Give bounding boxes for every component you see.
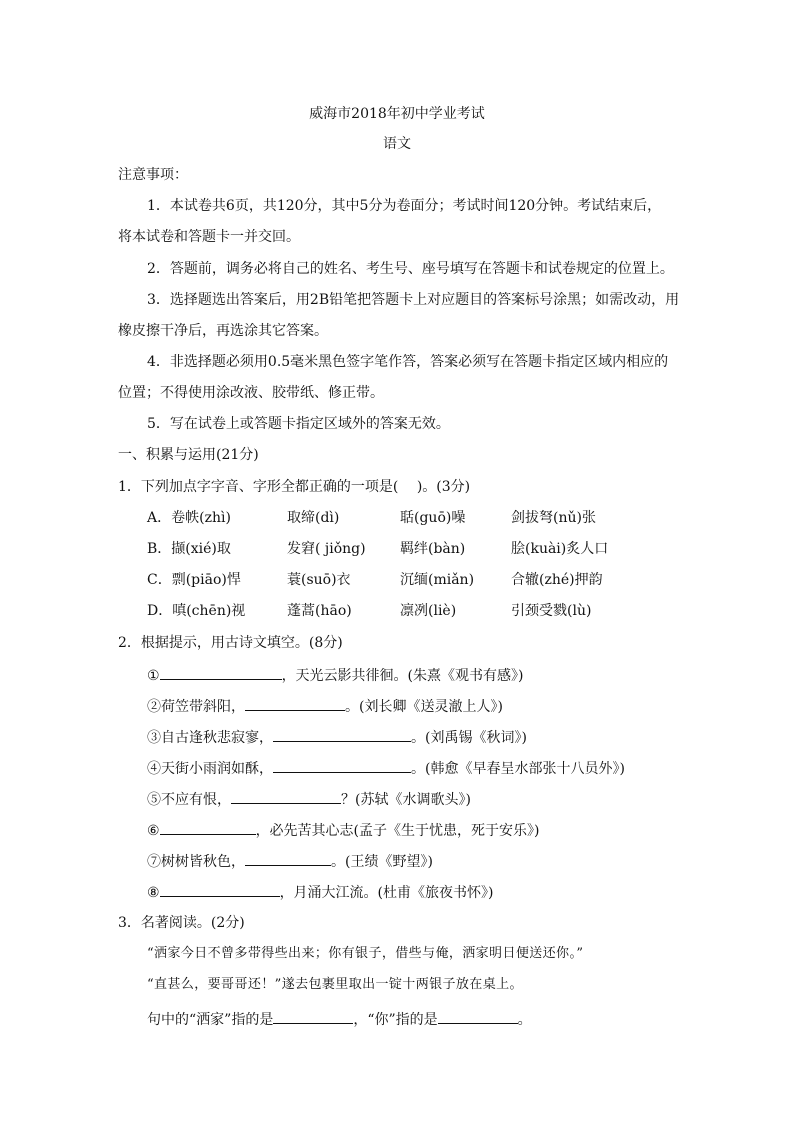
notes-heading: 注意事项： [118,167,188,183]
fill-item-5: ⑤不应有恨， ？(苏轼《水调歌头》) [147,789,471,809]
answer-blank[interactable] [160,665,282,680]
option-c-3: 沉缅(miǎn) [400,572,475,588]
option-a-1: A．卷帙(zhì) [147,510,231,526]
option-c-2: 蓑(suō)衣 [287,572,351,588]
note-5: 5．写在试卷上或答题卡指定区域外的答案无效。 [147,416,450,432]
question-3-prompt: 句中的“洒家”指的是 ，“你”指的是 。 [147,1009,532,1029]
option-a-2: 取缔(dì) [287,510,340,526]
fill-item-2: ②荷笠带斜阳， 。(刘长卿《送灵澈上人》) [147,696,503,716]
answer-blank[interactable] [160,820,256,835]
option-c-4: 合辙(zhé)押韵 [511,572,603,588]
answer-blank[interactable] [160,882,280,897]
fill-item-7: ⑦树树皆秋色， 。(王绩《野望》) [147,851,433,871]
option-d-1: D．嗔(chēn)视 [147,603,246,619]
fill-item-8: ⑧ ，月涌大江流。(杜甫《旅夜书怀》) [147,882,494,902]
note-3: 3．选择题选出答案后，用2B铅笔把答题卡上对应题目的答案标号涂黑；如需改动，用 [147,292,680,308]
note-4: 4．非选择题必须用0.5毫米黑色签字笔作答，答案必须写在答题卡指定区域内相应的 [147,354,669,370]
section-heading: 一、积累与运用(21分) [118,447,259,463]
fill-item-1: ① ，天光云影共徘徊。(朱熹《观书有感》) [147,665,524,685]
option-d-3: 凛冽(liè) [400,603,457,619]
note-2: 2．答题前，调务必将自己的姓名、考生号、座号填写在答题卡和试卷规定的位置上。 [147,261,674,277]
fill-item-3: ③自古逢秋悲寂寥， 。(刘禹锡《秋词》) [147,727,527,747]
option-b-1: B．撷(xié)取 [147,541,231,557]
answer-blank[interactable] [231,789,341,804]
subject-title: 语文 [383,136,411,152]
option-c-1: C．剽(piāo)悍 [147,572,241,588]
answer-blank[interactable] [245,696,345,711]
answer-blank[interactable] [438,1009,518,1024]
fill-item-4: ④天街小雨润如酥， 。(韩愈《早春呈水部张十八员外》) [147,758,625,778]
option-d-4: 引颈受戮(lù) [511,603,592,619]
question-1-stem: 1．下列加点字字音、字形全都正确的一项是( )。(3分) [118,479,471,495]
question-3-stem: 3．名著阅读。(2分) [118,915,245,931]
option-b-3: 羁绊(bàn) [400,541,466,557]
answer-blank[interactable] [273,1009,353,1024]
excerpt-line-2: “直甚么，要哥哥还！”遂去包裹里取出一锭十两银子放在桌上。 [147,977,523,992]
excerpt-line-1: “洒家今日不曾多带得些出来；你有银子，借些与俺，洒家明日便送还你。” [147,946,584,961]
option-b-2: 发窘( jiǒng) [287,541,366,557]
note-1: 1．本试卷共6页，共120分，其中5分为卷面分；考试时间120分钟。考试结束后， [147,198,662,214]
note-3-cont: 橡皮擦干净后，再选涂其它答案。 [118,323,328,339]
question-2-stem: 2．根据提示，用古诗文填空。(8分) [118,635,343,651]
option-d-2: 蓬蒿(hāo) [287,603,352,619]
option-b-4: 脍(kuài)炙人口 [511,541,609,557]
answer-blank[interactable] [273,727,411,742]
answer-blank[interactable] [273,758,411,773]
option-a-4: 剑拔弩(nǔ)张 [511,510,596,526]
option-a-3: 聒(guō)噪 [400,510,466,526]
note-4-cont: 位置；不得使用涂改液、胶带纸、修正带。 [118,385,384,401]
fill-item-6: ⑥ ，必先苦其心志(孟子《生于忧患，死于安乐》) [147,820,540,840]
note-1-cont: 将本试卷和答题卡一并交回。 [118,229,300,245]
answer-blank[interactable] [245,851,331,866]
exam-title: 威海市2018年初中学业考试 [309,106,485,122]
